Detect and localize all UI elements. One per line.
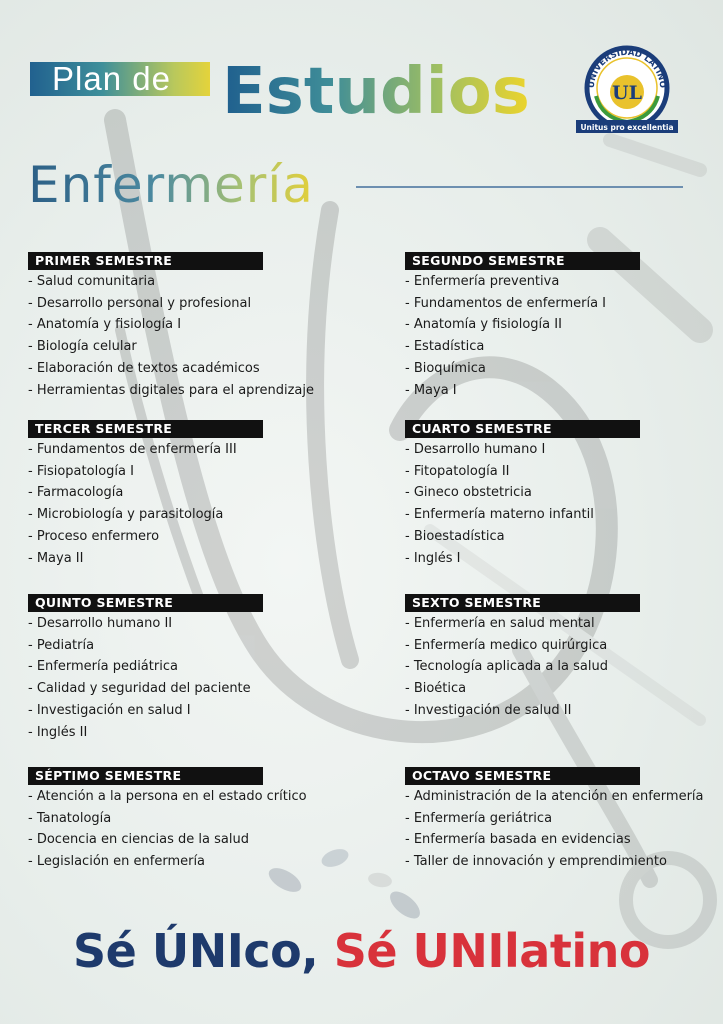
title-estudios: Estudios [222, 52, 530, 132]
course-item: - Proceso enfermero [28, 526, 343, 548]
course-item: - Tanatología [28, 808, 343, 830]
course-item: - Enfermería pediátrica [28, 656, 343, 678]
logo-monogram: UL [612, 82, 642, 104]
course-item: - Tecnología aplicada a la salud [405, 656, 720, 678]
course-item: - Fisiopatología I [28, 461, 343, 483]
course-list [28, 439, 343, 569]
course-item: - Microbiología y parasitología [28, 504, 343, 526]
semester-3 [28, 420, 343, 569]
semester-8 [405, 767, 720, 873]
course-item: - Legislación en enfermería [28, 851, 343, 873]
course-item: - Estadística [405, 336, 720, 358]
course-item: - Bioquímica [405, 358, 720, 380]
course-list [405, 613, 720, 722]
subtitle-divider [356, 186, 683, 188]
course-item: - Biología celular [28, 336, 343, 358]
course-item: - Anatomía y fisiología II [405, 314, 720, 336]
course-item: - Desarrollo humano II [28, 613, 343, 635]
course-list [405, 786, 720, 873]
course-item: - Maya II [28, 548, 343, 570]
semester-6 [405, 594, 720, 722]
course-item: - Bioestadística [405, 526, 720, 548]
course-list [405, 271, 720, 401]
semester-title: OCTAVO SEMESTRE [405, 767, 640, 785]
course-item: - Docencia en ciencias de la salud [28, 829, 343, 851]
course-item: - Enfermería geriátrica [405, 808, 720, 830]
course-item: - Investigación de salud II [405, 700, 720, 722]
course-item: - Desarrollo personal y profesional [28, 293, 343, 315]
university-logo [572, 36, 682, 140]
course-item: - Desarrollo humano I [405, 439, 720, 461]
course-list [28, 271, 343, 401]
course-item: - Farmacología [28, 482, 343, 504]
course-list [28, 786, 343, 873]
semester-1 [28, 252, 343, 401]
course-item: - Elaboración de textos académicos [28, 358, 343, 380]
course-item: - Pediatría [28, 635, 343, 657]
semester-title: PRIMER SEMESTRE [28, 252, 263, 270]
logo-arc-text: UNIVERSIDAD LATINO [586, 47, 668, 89]
course-item: - Fundamentos de enfermería I [405, 293, 720, 315]
course-item: - Fitopatología II [405, 461, 720, 483]
semester-title: TERCER SEMESTRE [28, 420, 263, 438]
subtitle: Enfermería [28, 150, 314, 220]
semester-title: SÉPTIMO SEMESTRE [28, 767, 263, 785]
semester-title: SEXTO SEMESTRE [405, 594, 640, 612]
tagline-part-2: Sé UNIlatino [333, 924, 650, 978]
course-list [405, 439, 720, 569]
course-item: - Enfermería medico quirúrgica [405, 635, 720, 657]
tagline [0, 918, 723, 984]
course-item: - Salud comunitaria [28, 271, 343, 293]
course-item: - Calidad y seguridad del paciente [28, 678, 343, 700]
semester-title: SEGUNDO SEMESTRE [405, 252, 640, 270]
tagline-part-1: Sé ÚNIco, [73, 924, 319, 978]
title-plan: Plan de [52, 60, 171, 97]
course-item: - Fundamentos de enfermería III [28, 439, 343, 461]
course-item: - Enfermería materno infantil [405, 504, 720, 526]
semester-title: QUINTO SEMESTRE [28, 594, 263, 612]
course-item: - Gineco obstetricia [405, 482, 720, 504]
course-item: - Inglés I [405, 548, 720, 570]
course-item: - Maya I [405, 380, 720, 402]
course-item: - Herramientas digitales para el aprendizaje [28, 380, 343, 402]
semester-7 [28, 767, 343, 873]
course-item: - Investigación en salud I [28, 700, 343, 722]
semester-4 [405, 420, 720, 569]
course-item: - Atención a la persona en el estado crítico [28, 786, 343, 808]
semester-5 [28, 594, 343, 743]
course-item: - Anatomía y fisiología I [28, 314, 343, 336]
course-item: - Bioética [405, 678, 720, 700]
course-item: - Enfermería basada en evidencias [405, 829, 720, 851]
logo-motto: Unitus pro excellentia [580, 123, 674, 132]
semester-title: CUARTO SEMESTRE [405, 420, 640, 438]
course-item: - Enfermería en salud mental [405, 613, 720, 635]
course-item: - Inglés II [28, 722, 343, 744]
course-item: - Administración de la atención en enfermería [405, 786, 720, 808]
semester-2 [405, 252, 720, 401]
course-list [28, 613, 343, 743]
course-item: - Taller de innovación y emprendimiento [405, 851, 720, 873]
course-item: - Enfermería preventiva [405, 271, 720, 293]
